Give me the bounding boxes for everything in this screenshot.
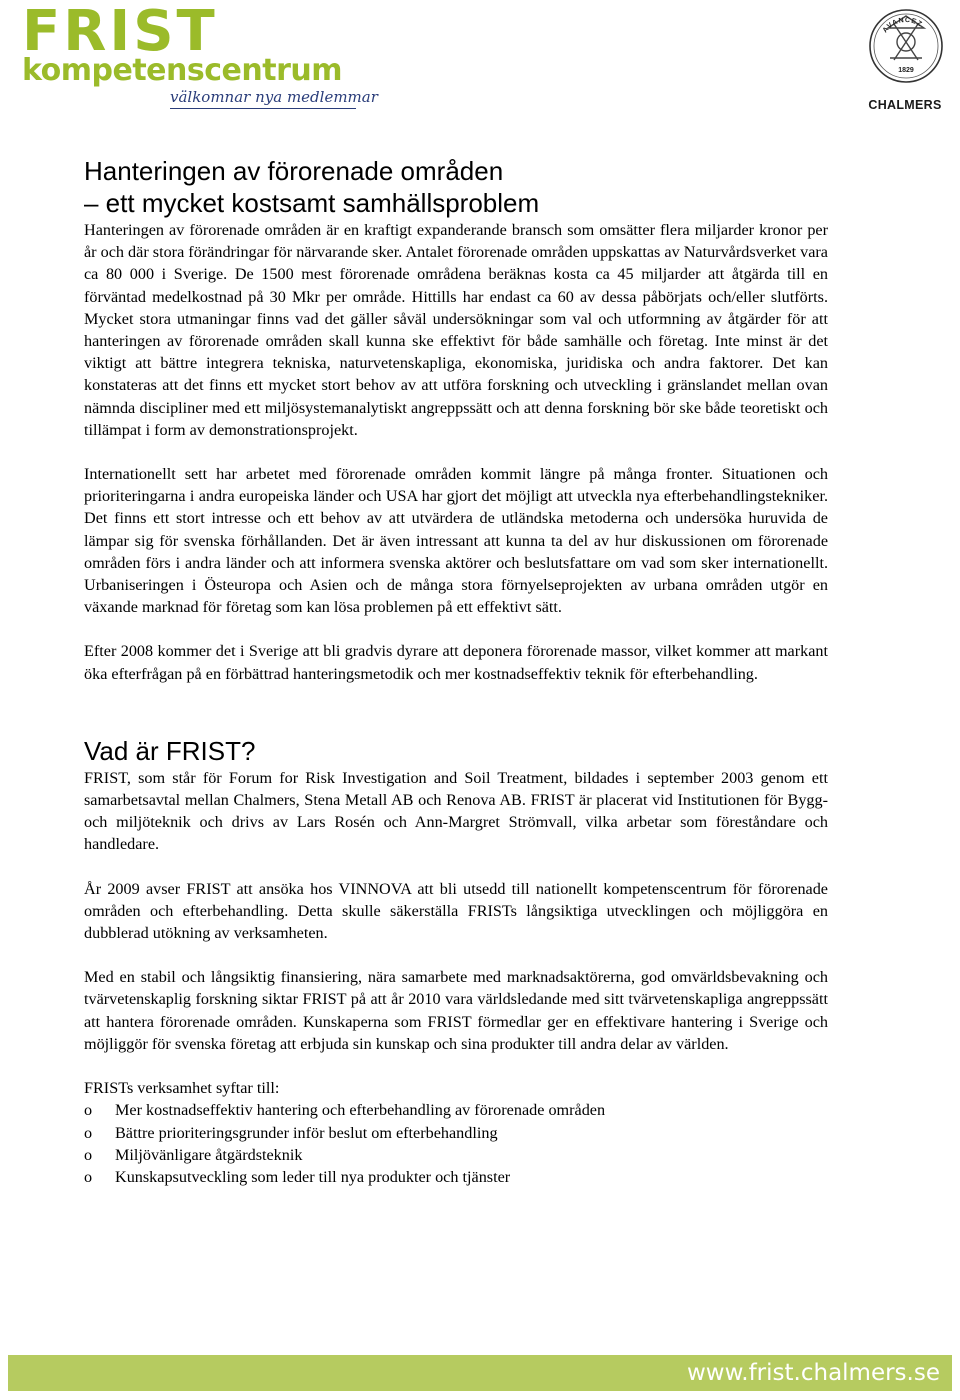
frist-logo-word: FRIST [22, 0, 218, 64]
chalmers-seal-icon [868, 6, 944, 90]
footer-band [8, 1355, 952, 1391]
goals-intro: FRISTs verksamhet syftar till: [84, 1079, 280, 1098]
frist-logo-underline [170, 108, 356, 109]
list-item-text: Kunskapsutveckling som leder till nya produkter och tjänster [115, 1167, 511, 1186]
article-paragraph-3: Efter 2008 kommer det i Sverige att bli gradvis dyrare att deponera förorenade massor, vilket kommer att markant öka efterfrågan på en förbättrad hanteringsmetodik och mer kostnadseffektiv teknik för efterbehandling. [84, 642, 828, 683]
list-item-text: Mer kostnadseffektiv hantering och efterbehandling av förorenade områden [115, 1101, 606, 1120]
list-item [84, 1144, 828, 1166]
title-line-2: – ett mycket kostsamt samhällsproblem [84, 188, 540, 218]
footer-url-link[interactable]: www.frist.chalmers.se [686, 1360, 940, 1386]
bullet-icon: o [84, 1101, 93, 1120]
chalmers-logo [860, 6, 950, 112]
article-paragraph-1: Hanteringen av förorenade områden är en kraftigt expanderande bransch som omsätter flera miljarder kronor per år och där stora förändringar för närvarande sker. Antalet förorenade områden uppskattas av Naturvårdsverket vara ca 80 000 i Sverige. De 1500 mest förorenade områdena beräknas kosta ca 45 miljarder att åtgärda till en förväntad medelkostnad på 30 Mkr per område. Hittills har endast ca 60 av dessa påbörjats och/eller slutförts. Mycket stora utmaningar finns vad det gäller såväl undersökningar som val och utformning av åtgärder för att hanteringen av förorenade områden skall kunna ske effektivt för både samhälle och företag. Inte minst är det viktigt att bättre integrera tekniska, naturvetenskapliga, ekonomiska, juridiska och andra faktorer. Det kan konstateras att det finns ett mycket stort behov av att utföra forskning och utveckling i gränslandet mellan ovan nämnda discipliner med ett miljösystemanalytiskt angreppssätt och att denna forskning bör ske både teoretiskt och tillämpat i form av demonstrationsprojekt. [84, 221, 828, 439]
page-title [84, 155, 828, 219]
about-paragraph-1: FRIST, som står för Forum for Risk Investigation and Soil Treatment, bildades i september 2003 genom ett samarbetsavtal mellan Chalmers, Stena Metall AB och Renova AB. FRIST är placerat vid Institutionen för Bygg- och miljöteknik och drivs av Lars Rosén och Ann-Margret Strömvall, vilka arbetar som föreståndare och handledare. [84, 768, 828, 854]
frist-logo-subtitle: kompetenscentrum [22, 53, 342, 88]
list-item-text: Bättre prioriteringsgrunder inför beslut om efterbehandling [115, 1123, 498, 1142]
title-line-1: Hanteringen av förorenade områden [84, 156, 504, 186]
chalmers-seal-year: 1829 [898, 67, 914, 74]
goals-list [84, 1099, 828, 1188]
bullet-icon: o [84, 1123, 93, 1142]
frist-logo-tagline: välkomnar nya medlemmar [170, 88, 378, 106]
bullet-icon: o [84, 1145, 93, 1164]
document-body [84, 155, 828, 1188]
frist-logo [22, 0, 378, 110]
chalmers-wordmark: CHALMERS [868, 98, 942, 112]
article-paragraph-2: Internationellt sett har arbetet med förorenade områden kommit längre på många fronter. Situationen och prioriteringarna i andra europeiska länder och USA har gjort det möjligt att utveckla nya efterbehandlingstekniker. Det finns ett stort intresse och ett behov av att utvärdera de utländska metoderna och undersöka huruvida de lämpar sig för svenska förhållanden. Det är även intressant att kunna ta del av hur diskussionen om förorenade områden förs i andra länder och att informera svenska aktörer och beslutsfattare om vad som sker internationellt. Urbaniseringen i Östeuropa och Asien och de många stora förnyelseprojekten av urbana områden utgör en växande marknad för företag som kan lösa problemen på ett effektivt sätt. [84, 465, 828, 617]
bullet-icon: o [84, 1167, 93, 1186]
list-item-text: Miljövänligare åtgärdsteknik [115, 1145, 303, 1164]
about-paragraph-3: Med en stabil och långsiktig finansiering, nära samarbete med marknadsaktörerna, god omvärldsbevakning och tvärvetenskaplig forskning siktar FRIST på att år 2010 vara världsledande med sitt tvärvetenskapliga angreppssätt att hantera förorenade områden. Kunskaperna som FRIST förmedlar ger en effektivare hantering i Sverige och möjliggör för svenska företag att erbjuda sin kunskap och sina produkter till andra delar av världen. [84, 968, 828, 1053]
list-item [84, 1166, 828, 1188]
list-item [84, 1122, 828, 1144]
list-item [84, 1099, 828, 1121]
chalmers-seal-text: AVANCEZ [881, 16, 924, 35]
about-paragraph-2: År 2009 avser FRIST att ansöka hos VINNOVA att bli utsedd till nationellt kompetenscentrum för förorenade områden och efterbehandling. Detta skulle säkerställa FRISTs långsiktiga utvecklingen och möjliggöra en dubblerad utökning av verksamheten. [84, 879, 828, 943]
section-heading-about: Vad är FRIST? [84, 735, 256, 766]
